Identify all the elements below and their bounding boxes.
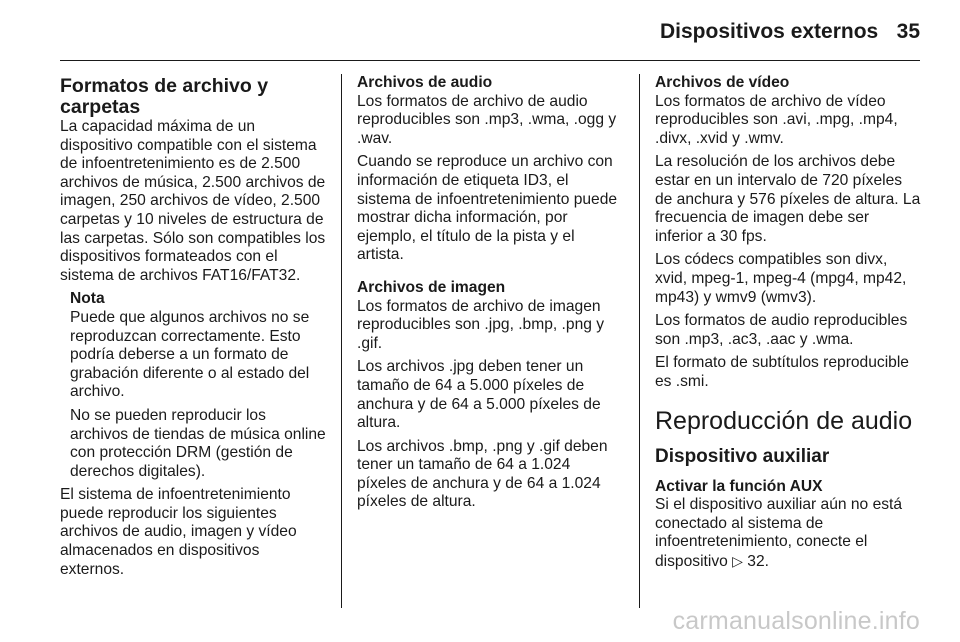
video-paragraph: Los códecs compatibles son divx, xvid, mpeg-1, mpeg-4 (mpg4, mp42, mp43) y wmv9 (wmv3).: [655, 251, 907, 306]
audio-paragraph: Cuando se reproduce un archivo con información de etiqueta ID3, el sistema de infoentretenimiento puede mostrar dicha información, por ejemplo, el título de la pista y el artista.: [357, 153, 618, 264]
column-divider: [341, 74, 342, 608]
column-right: [655, 74, 921, 576]
audio-files-heading: Archivos de audio: [357, 74, 493, 91]
aux-page-ref: 32.: [747, 552, 769, 570]
note-paragraph: Puede que algunos archivos no se reproduzcan correctamente. Esto podría deberse a un formato de grabación diferente o al estado del archivo.: [70, 308, 310, 401]
video-paragraph: El formato de subtítulos reproducible es .smi.: [655, 354, 909, 390]
column-left: [60, 74, 326, 584]
video-files-heading: Archivos de vídeo: [655, 74, 790, 91]
section-heading-file-formats: Formatos de archivo y carpetas: [60, 75, 269, 118]
intro-paragraph: La capacidad máxima de un dispositivo compatible con el sistema de infoentretenimiento es de 2.500 archivos de música, 2.500 archivos de imagen, 250 archivos de vídeo, 2.500 carpetas y 10 niveles de estructura de las carpetas. Sólo son compatibles los dispositivos formateados con el sistema de archivos FAT16/FAT32.: [60, 118, 326, 284]
page-reference-icon: ▷: [732, 552, 743, 569]
image-paragraph: Los archivos .jpg deben tener un tamaño de 64 a 5.000 píxeles de anchura y de 64 a 5.000 píxeles de altura.: [357, 358, 601, 432]
note-paragraph: No se pueden reproducir los archivos de tiendas de música online con protección DRM (gestión de derechos digitales).: [70, 406, 326, 480]
column-middle: [357, 74, 621, 517]
page-number: 35: [896, 20, 920, 43]
aux-paragraph: [655, 496, 921, 571]
video-paragraph: Los formatos de archivo de vídeo reproducibles son .avi, .mpg, .mp4, .divx, .xvid y .wmv.: [655, 92, 898, 147]
header-title: Dispositivos externos: [660, 20, 879, 43]
video-paragraph: Los formatos de audio reproducibles son .mp3, .ac3, .aac y .wma.: [655, 312, 908, 348]
image-files-heading: Archivos de imagen: [357, 278, 506, 296]
aux-text: Si el dispositivo auxiliar aún no está conectado al sistema de infoentretenimiento, conecte el dispositivo: [655, 496, 903, 570]
subsection-heading-aux-device: Dispositivo auxiliar: [655, 445, 830, 467]
note-title: Nota: [70, 290, 105, 308]
audio-paragraph: Los formatos de archivo de audio reproducibles son .mp3, .wma, .ogg y .wav.: [357, 92, 617, 147]
note-box: [60, 290, 326, 481]
page-header: [60, 0, 920, 61]
video-paragraph: La resolución de los archivos debe estar en un intervalo de 720 píxeles de anchura y 576 píxeles de altura. La frecuencia de imagen debe ser inferior a 30 fps.: [655, 153, 921, 245]
section-heading-audio-playback: Reproducción de audio: [655, 406, 913, 435]
image-paragraph: Los formatos de archivo de imagen reproducibles son .jpg, .bmp, .png y .gif.: [357, 297, 605, 352]
outro-paragraph: El sistema de infoentretenimiento puede reproducir los siguientes archivos de audio, imagen y vídeo almacenados en dispositivos externos.: [60, 486, 297, 578]
image-paragraph: Los archivos .bmp, .png y .gif deben tener un tamaño de 64 a 1.024 píxeles de anchura y de 64 a 1.024 píxeles de altura.: [357, 437, 608, 511]
column-divider: [639, 74, 640, 608]
aux-activate-heading: Activar la función AUX: [655, 477, 823, 495]
watermark: carmanualsonline.info: [672, 607, 920, 635]
